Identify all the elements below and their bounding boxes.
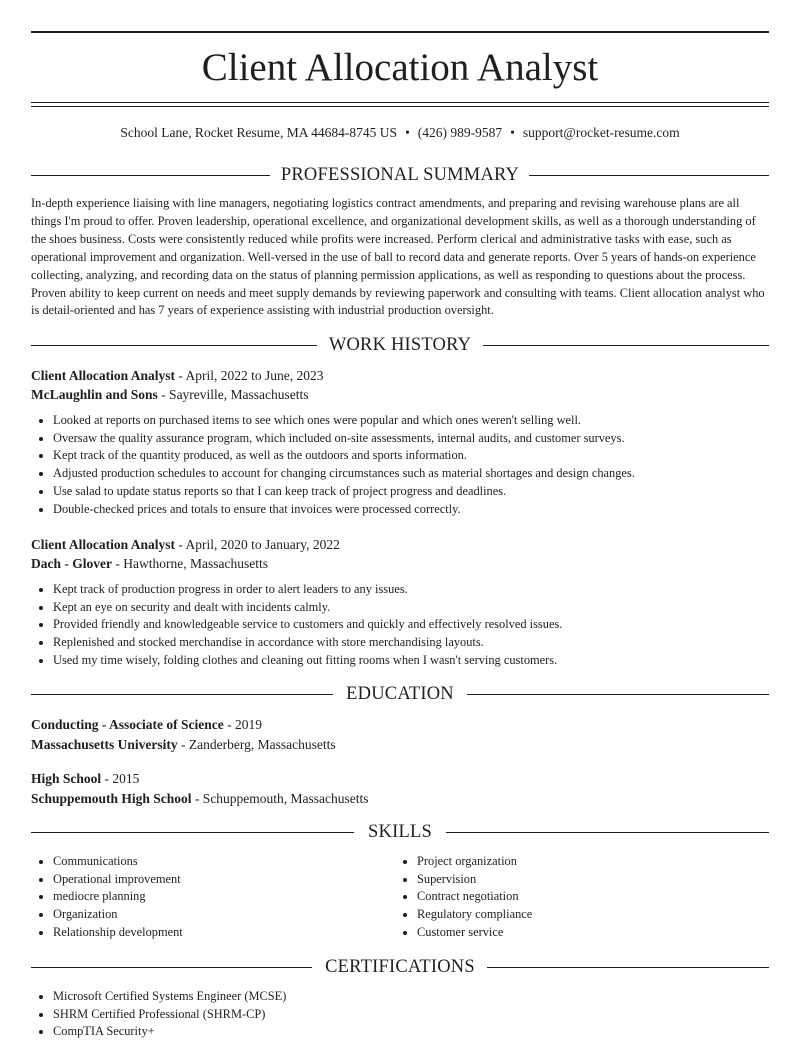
education-section-header	[31, 682, 769, 706]
list-item: • Oversaw the quality assurance program, which included on-site assessments, internal audits, and customer surveys.	[53, 430, 769, 448]
education-school-line	[31, 789, 769, 808]
job-location: - Sayreville, Massachusetts	[157, 387, 309, 402]
section-rule-right	[483, 345, 769, 346]
title-rule-upper	[31, 102, 769, 103]
job-dates: - April, 2022 to June, 2023	[175, 368, 324, 383]
skills-heading: SKILLS	[368, 822, 432, 842]
list-item: • Communications	[53, 853, 393, 871]
list-item: • SHRM Certified Professional (SHRM-CP)	[53, 1006, 769, 1024]
certifications-heading: CERTIFICATIONS	[325, 957, 475, 977]
certifications-list	[31, 988, 769, 1041]
job-company-line	[31, 385, 769, 404]
top-rule	[31, 31, 769, 33]
list-item: • Adjusted production schedules to account for changing circumstances such as material shortages and design changes.	[53, 465, 769, 483]
job-dates: - April, 2020 to January, 2022	[175, 537, 340, 552]
list-item: • Contract negotiation	[417, 888, 757, 906]
education-degree-line	[31, 769, 769, 788]
list-item: • Kept track of production progress in order to alert leaders to any issues.	[53, 581, 769, 599]
section-rule-right	[446, 832, 769, 833]
list-item: • CompTIA Security+	[53, 1023, 769, 1041]
summary-heading: PROFESSIONAL SUMMARY	[280, 165, 520, 185]
job-title-line	[31, 535, 769, 554]
section-rule-right	[529, 175, 769, 176]
list-item: • Provided friendly and knowledgeable service to customers and quickly and effectively resolved issues.	[53, 616, 769, 634]
section-rule-right	[487, 967, 769, 968]
section-rule-right	[467, 694, 769, 695]
summary-text: In-depth experience liaising with line managers, negotiating logistics contract amendments, and preparing and revising warehouse plans are all things I'm proud to offer. Proven leadership, operational excellence, and organizational development skills, as well as a thorough understanding of the shoes business. Costs were consistently reduced while profits were increased. Perform clerical and administrative tasks with ease, such as operational improvement and organization. Well-versed in the use of ball to record data and generate reports. Over 5 years of hands-on experience collecting, analyzing, and recording data on the status of planning permission applications, as well as responding to questions about the process. Proven ability to keep current on needs and meet supply demands by reviewing paperwork and consulting with teams. Client allocation analyst who is detail-oriented and has 7 years of experience assisting with industrial production oversight.	[31, 196, 765, 318]
contact-separator: •	[405, 125, 410, 140]
contact-email[interactable]: support@rocket-resume.com	[522, 125, 680, 140]
job-company-line	[31, 554, 769, 573]
list-item: • Use salad to update status reports so that I can keep track of project progress and deadlines.	[53, 483, 769, 501]
certifications-section-header	[31, 955, 769, 979]
list-item: • Project organization	[417, 853, 757, 871]
list-item: • Kept track of the quantity produced, as well as the outdoors and sports information.	[53, 447, 769, 465]
education-year: - 2015	[101, 771, 140, 786]
education-school-line	[31, 735, 769, 754]
list-item: • Used my time wisely, folding clothes and cleaning out fitting rooms when I wasn't serving customers.	[53, 652, 769, 670]
list-item: • Kept an eye on security and dealt with incidents calmly.	[53, 599, 769, 617]
education-location: - Zanderberg, Massachusetts	[177, 737, 336, 752]
list-item: • Customer service	[417, 924, 757, 942]
list-item: • Organization	[53, 906, 393, 924]
list-item: • Microsoft Certified Systems Engineer (MCSE)	[53, 988, 769, 1006]
skills-list-left	[31, 853, 393, 942]
education-year: - 2019	[223, 717, 262, 732]
list-item: • mediocre planning	[53, 888, 393, 906]
resume-title: Client Allocation Analyst	[201, 46, 599, 89]
skills-list-right	[395, 853, 757, 942]
education-heading: EDUCATION	[346, 684, 454, 704]
education-school: Massachusetts University	[31, 737, 178, 752]
list-item: • Operational improvement	[53, 871, 393, 889]
list-item: • Double-checked prices and totals to ensure that invoices were processed correctly.	[53, 501, 769, 519]
contact-line	[31, 123, 769, 143]
work-heading: WORK HISTORY	[328, 335, 472, 355]
list-item: • Looked at reports on purchased items to see which ones were popular and which ones weren't selling well.	[53, 412, 769, 430]
job-title-line	[31, 366, 769, 385]
list-item: • Supervision	[417, 871, 757, 889]
job-company: Dach - Glover	[31, 556, 112, 571]
education-location: - Schuppemouth, Massachusetts	[191, 791, 369, 806]
contact-address: School Lane, Rocket Resume, MA 44684-8745 US	[120, 125, 398, 140]
job-company: McLaughlin and Sons	[31, 387, 158, 402]
job-title: Client Allocation Analyst	[31, 368, 176, 383]
contact-phone: (426) 989-9587	[417, 125, 503, 140]
education-degree: Conducting - Associate of Science	[31, 717, 224, 732]
title-rule-lower	[31, 106, 769, 107]
job-bullets	[31, 581, 769, 670]
list-item: • Replenished and stocked merchandise in accordance with store merchandising layouts.	[53, 634, 769, 652]
education-degree: High School	[31, 771, 102, 786]
summary-section-header	[31, 163, 769, 187]
skills-section-header	[31, 820, 769, 844]
education-degree-line	[31, 715, 769, 734]
contact-separator: •	[510, 125, 515, 140]
list-item: • Regulatory compliance	[417, 906, 757, 924]
work-section-header	[31, 333, 769, 357]
job-location: - Hawthorne, Massachusetts	[111, 556, 268, 571]
list-item: • Relationship development	[53, 924, 393, 942]
job-bullets	[31, 412, 769, 518]
job-title: Client Allocation Analyst	[31, 537, 176, 552]
education-school: Schuppemouth High School	[31, 791, 192, 806]
